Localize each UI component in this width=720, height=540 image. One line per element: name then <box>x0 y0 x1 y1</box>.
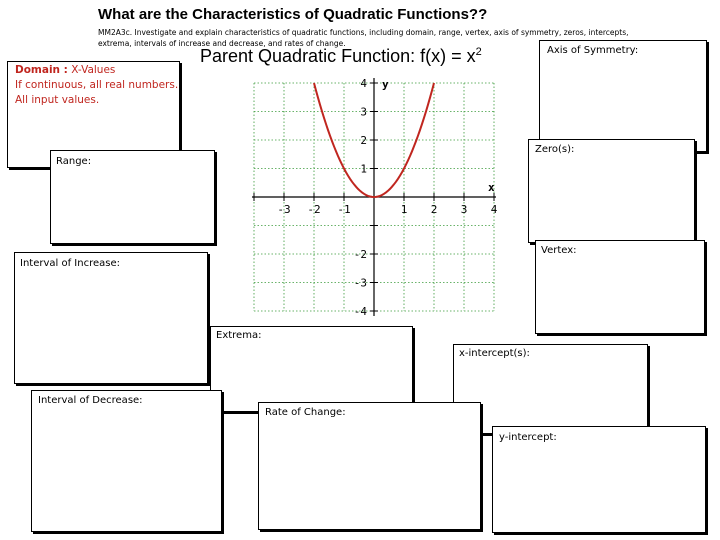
interval-decrease-label: Interval of Decrease: <box>38 395 143 406</box>
y-tick-label: 2 <box>360 134 367 147</box>
x-tick-label: 3 <box>460 203 468 216</box>
interval-increase-box <box>14 252 208 384</box>
y-tick-label: 3 <box>360 105 367 119</box>
domain-text: X-Values <box>71 64 116 76</box>
y-intercept-label: y-intercept: <box>499 432 557 443</box>
x-tick-label: 4 <box>490 203 498 216</box>
y-intercept-box <box>492 426 706 533</box>
parent-function-exponent: 2 <box>475 46 482 58</box>
x-tick-label: -2 <box>307 203 321 216</box>
domain-line-3: All input values. <box>15 94 100 106</box>
domain-label: Domain : <box>15 64 68 76</box>
rate-of-change-box <box>258 402 481 530</box>
interval-increase-label: Interval of Increase: <box>20 258 120 269</box>
interval-decrease-box <box>31 390 222 532</box>
range-label: Range: <box>56 156 92 167</box>
x-tick-label: 2 <box>430 203 438 216</box>
vertex-box <box>535 240 705 334</box>
y-tick-label: 1 <box>360 162 367 176</box>
page-title: What are the Characteristics of Quadratic Functions?? <box>98 6 488 23</box>
axis-of-symmetry-label: Axis of Symmetry: <box>547 45 639 56</box>
parent-function-text: Parent Quadratic Function: f(x) = x <box>200 46 476 66</box>
axis-of-symmetry-box <box>539 40 707 152</box>
y-tick-label: 4 <box>360 77 367 90</box>
parent-function-heading <box>200 46 482 67</box>
x-intercepts-label: x-intercept(s): <box>459 348 530 359</box>
rate-of-change-label: Rate of Change: <box>265 407 346 418</box>
y-axis-label: y <box>382 78 389 91</box>
extrema-label: Extrema: <box>216 330 262 341</box>
zeros-box <box>528 139 695 243</box>
extrema-box <box>210 326 413 412</box>
y-tick-label: -2 <box>353 248 367 261</box>
y-tick-label: -3 <box>353 276 367 290</box>
x-tick-label: -1 <box>337 203 351 216</box>
vertex-label: Vertex: <box>541 245 577 256</box>
x-axis-label: x <box>488 181 495 194</box>
y-tick-label: -4 <box>353 305 367 318</box>
standard-text: MM2A3c. Investigate and explain characteristics of quadratic functions, including domain, range, vertex, axis of symmetry, zeros, intercepts, extrema, intervals of increase and decrease, and rates of change. <box>98 28 629 48</box>
x-tick-label: 1 <box>400 203 408 216</box>
x-intercepts-box <box>453 344 648 434</box>
x-tick-label: -3 <box>277 203 291 216</box>
zeros-label: Zero(s): <box>535 144 575 155</box>
parabola-graph <box>250 75 510 325</box>
domain-line-2: If continuous, all real numbers. <box>15 79 179 91</box>
range-box <box>50 150 215 244</box>
